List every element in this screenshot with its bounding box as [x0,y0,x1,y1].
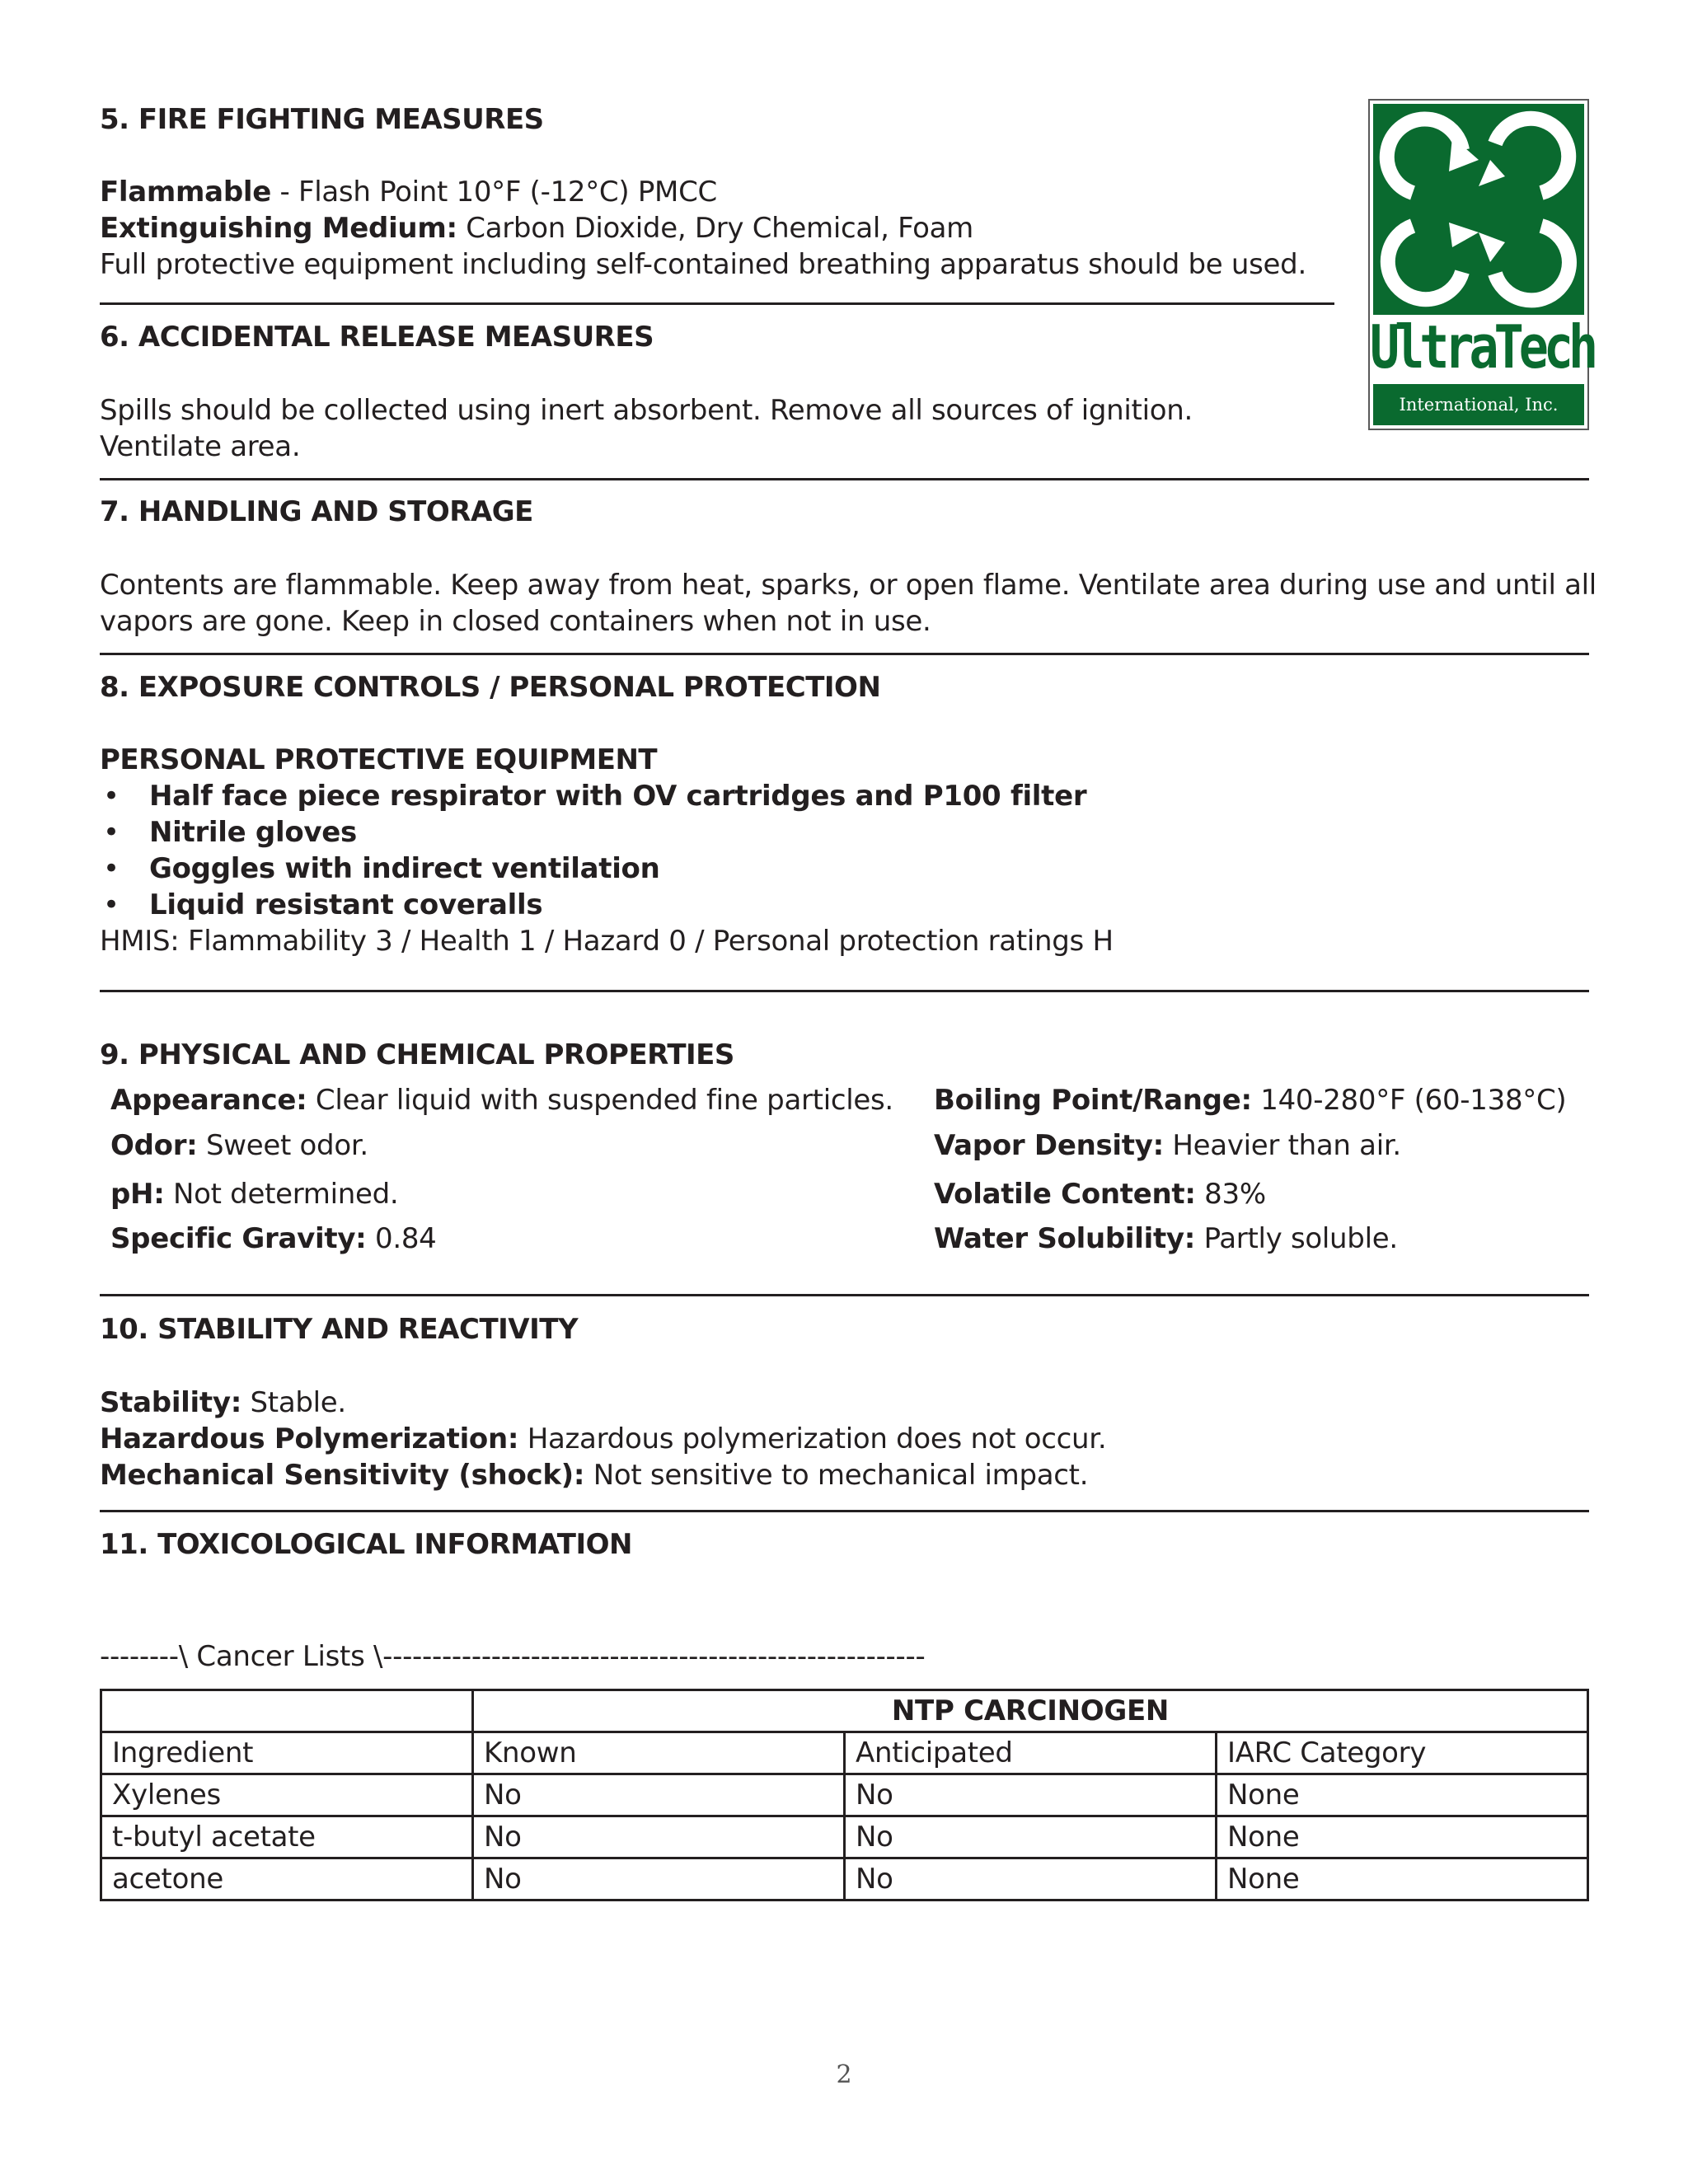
table-cell: None [1217,1858,1588,1900]
flammable-label: Flammable [100,176,271,209]
property-label: Vapor Density: [934,1129,1164,1162]
table-cell: None [1217,1774,1588,1816]
divider [100,653,1589,655]
section-6-line1: Spills should be collected using inert absorbent. Remove all sources of ignition. [100,394,1193,427]
divider [100,478,1589,480]
flammable-text: - Flash Point 10°F (-12°C) PMCC [270,176,717,209]
table-cell: No [473,1816,845,1858]
table-group-header-row [101,1690,1588,1732]
shock-label: Mechanical Sensitivity (shock): [100,1459,585,1492]
section-10-heading: 10. STABILITY AND REACTIVITY [100,1313,579,1346]
property-value: Heavier than air. [1163,1129,1401,1162]
property-label: Boiling Point/Range: [934,1084,1252,1117]
column-header: Anticipated [845,1732,1217,1774]
table-empty-header [101,1690,473,1732]
ultratech-logo [1368,99,1594,430]
gravity-property [110,1221,437,1257]
property-value: Sweet odor. [197,1129,368,1162]
solubility-property [934,1221,1398,1257]
column-header: IARC Category [1217,1732,1588,1774]
ppe-list [100,778,1086,923]
polymerization-value: Hazardous polymerization does not occur. [518,1422,1107,1455]
section-7-line1: Contents are flammable. Keep away from heat, sparks, or open flame. Ventilate area during use and until all [100,569,1597,602]
medium-label: Extinguishing Medium: [100,212,457,245]
stability-value: Stable. [241,1386,346,1419]
medium-text: Carbon Dioxide, Dry Chemical, Foam [457,212,973,245]
table-row [101,1774,1588,1816]
column-header: Known [473,1732,845,1774]
property-label: Odor: [110,1129,198,1162]
table-cell: No [473,1774,845,1816]
property-label: pH: [110,1178,165,1211]
vapor-property [934,1127,1401,1164]
ppe-item: • Nitrile gloves [100,814,1086,851]
property-label: Water Solubility: [934,1222,1196,1255]
logo-wordmark: UltraTech [1370,313,1594,382]
polymerization-label: Hazardous Polymerization: [100,1422,519,1455]
property-value: 0.84 [366,1222,437,1255]
section-7-line2: vapors are gone. Keep in closed containers when not in use. [100,605,931,638]
table-cell: Xylenes [101,1774,473,1816]
logo-subtitle: International, Inc. [1399,395,1559,415]
section-6-heading: 6. ACCIDENTAL RELEASE MEASURES [100,321,654,354]
table-cell: acetone [101,1858,473,1900]
property-label: Volatile Content: [934,1178,1196,1211]
section-11-heading: 11. TOXICOLOGICAL INFORMATION [100,1528,632,1561]
divider [100,302,1334,305]
carcinogen-table [100,1689,1589,1901]
section-7-heading: 7. HANDLING AND STORAGE [100,495,533,528]
table-row [101,1858,1588,1900]
table-cell: No [845,1816,1217,1858]
shock-line [100,1457,1088,1493]
ppe-item: • Liquid resistant coveralls [100,887,1086,923]
column-header: Ingredient [101,1732,473,1774]
ph-property [110,1176,398,1212]
section-8-heading: 8. EXPOSURE CONTROLS / PERSONAL PROTECTION [100,671,881,704]
section-5-medium [100,210,973,246]
cancer-lists-line: --------\ Cancer Lists \------------------------------------------------------- [100,1640,926,1673]
ppe-item: • Half face piece respirator with OV cartridges and P100 filter [100,778,1086,814]
shock-value: Not sensitive to mechanical impact. [584,1459,1089,1492]
section-5-flammable [100,174,717,210]
boiling-property [934,1082,1566,1118]
table-cell: No [845,1774,1217,1816]
property-value: Partly soluble. [1195,1222,1398,1255]
divider [100,990,1589,992]
ppe-item: • Goggles with indirect ventilation [100,851,1086,887]
ntp-carcinogen-header: NTP CARCINOGEN [473,1690,1588,1732]
property-value: Not determined. [164,1178,399,1211]
divider [100,1510,1589,1512]
stability-label: Stability: [100,1386,241,1419]
hmis-rating: HMIS: Flammability 3 / Health 1 / Hazard 0 / Personal protection ratings H [100,925,1114,958]
ppe-heading: PERSONAL PROTECTIVE EQUIPMENT [100,743,658,776]
page-number: 2 [836,2060,852,2089]
section-5-note: Full protective equipment including self-contained breathing apparatus should be used. [100,248,1306,281]
property-value: 140-280°F (60-138°C) [1251,1084,1567,1117]
property-value: Clear liquid with suspended fine particles. [307,1084,893,1117]
property-value: 83% [1195,1178,1266,1211]
table-header-row [101,1732,1588,1774]
table-cell: No [845,1858,1217,1900]
table-cell: t-butyl acetate [101,1816,473,1858]
section-6-line2: Ventilate area. [100,430,301,463]
volatile-property [934,1176,1266,1212]
table-cell: None [1217,1816,1588,1858]
odor-property [110,1127,368,1164]
divider [100,1294,1589,1296]
property-label: Appearance: [110,1084,307,1117]
table-row [101,1816,1588,1858]
section-5-heading: 5. FIRE FIGHTING MEASURES [100,103,544,136]
property-label: Specific Gravity: [110,1222,367,1255]
stability-line [100,1385,346,1421]
appearance-property [110,1082,893,1118]
table-cell: No [473,1858,845,1900]
section-9-heading: 9. PHYSICAL AND CHEMICAL PROPERTIES [100,1038,734,1071]
polymerization-line [100,1421,1106,1457]
